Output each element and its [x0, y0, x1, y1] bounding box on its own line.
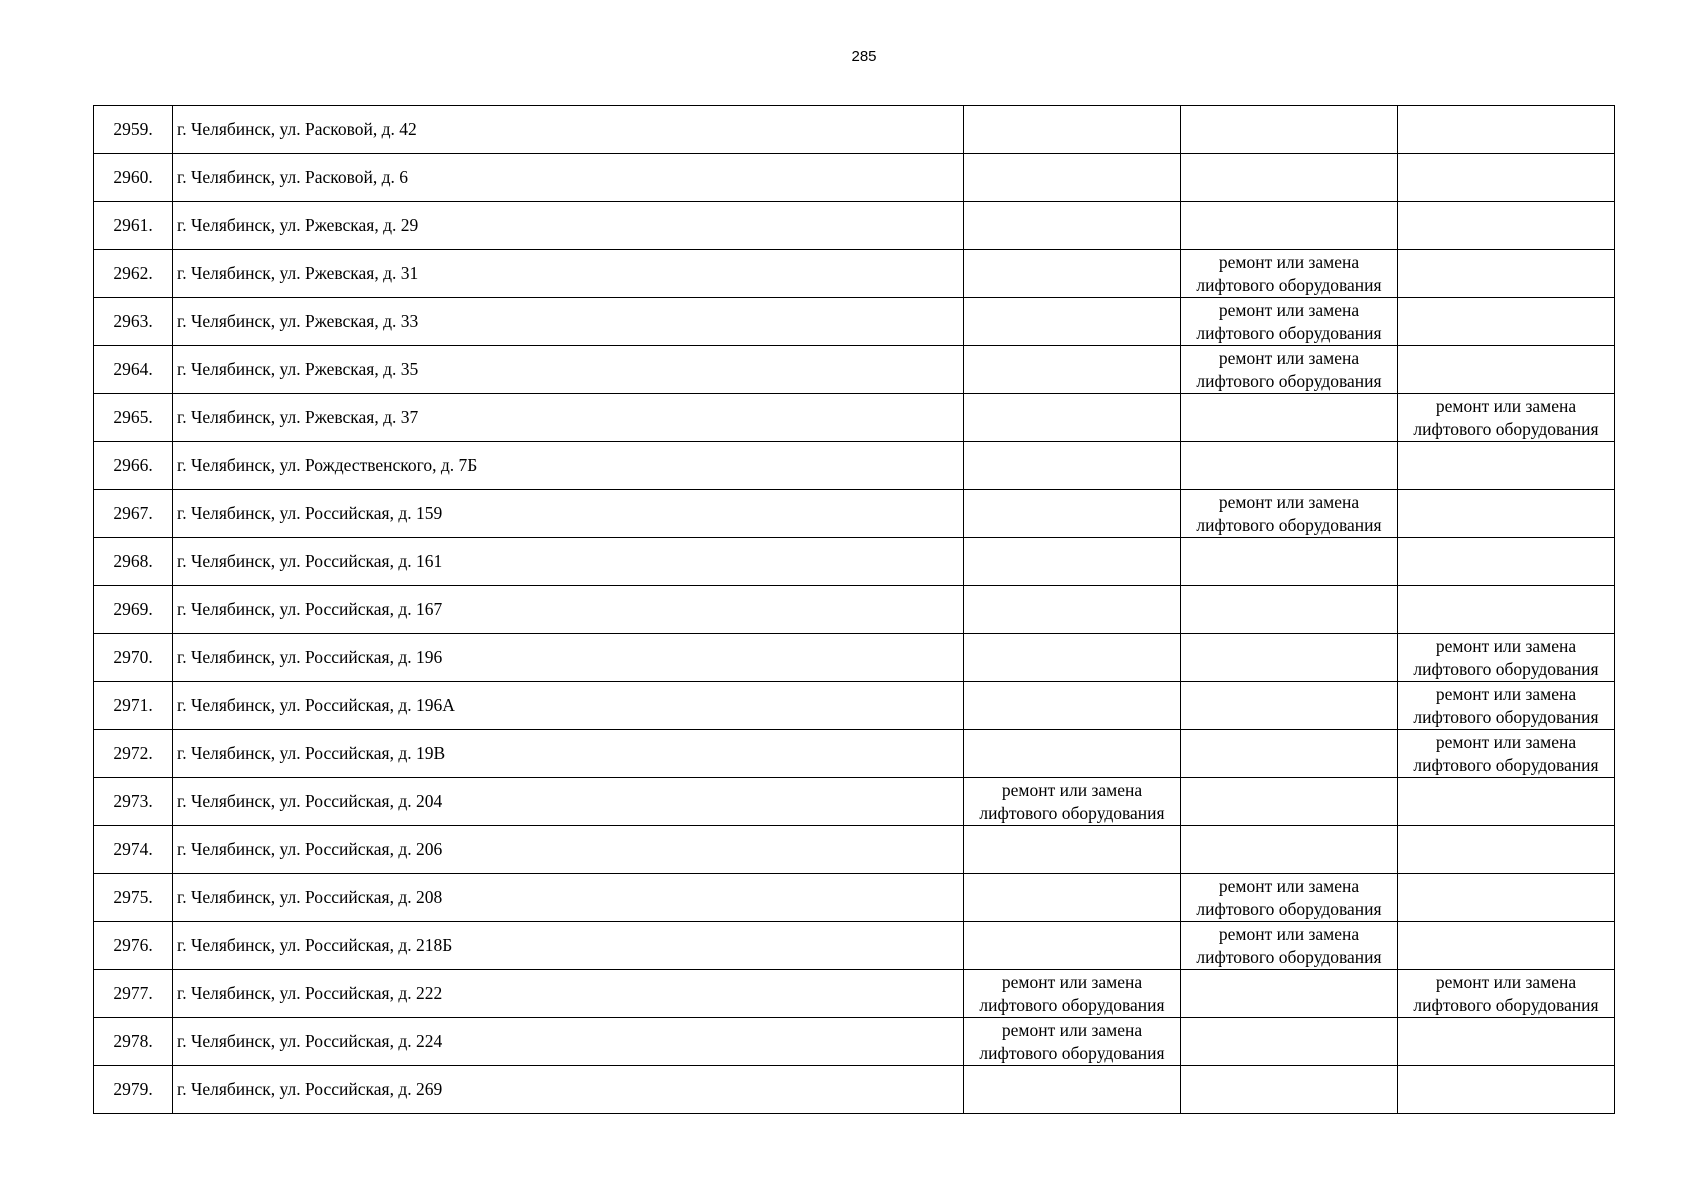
- work-cell-column-1: [964, 490, 1181, 538]
- row-number-cell: 2966.: [94, 442, 173, 490]
- table-row: [94, 1066, 1615, 1114]
- work-cell-column-3: ремонт или замена лифтового оборудования: [1398, 634, 1615, 682]
- row-number-cell: 2974.: [94, 826, 173, 874]
- table-row: [94, 682, 1615, 730]
- table-row: [94, 298, 1615, 346]
- work-cell-column-1: [964, 442, 1181, 490]
- work-cell-column-2: [1181, 778, 1398, 826]
- work-cell-column-3: [1398, 1018, 1615, 1066]
- work-cell-column-2: [1181, 682, 1398, 730]
- table-row: [94, 730, 1615, 778]
- work-cell-column-2: [1181, 154, 1398, 202]
- work-cell-column-2: [1181, 634, 1398, 682]
- address-cell: г. Челябинск, ул. Российская, д. 206: [173, 826, 964, 874]
- address-cell: г. Челябинск, ул. Ржевская, д. 29: [173, 202, 964, 250]
- address-cell: г. Челябинск, ул. Российская, д. 161: [173, 538, 964, 586]
- work-cell-column-1: [964, 154, 1181, 202]
- row-number-cell: 2962.: [94, 250, 173, 298]
- row-number-cell: 2977.: [94, 970, 173, 1018]
- table-row: [94, 826, 1615, 874]
- row-number-cell: 2963.: [94, 298, 173, 346]
- table-row: [94, 874, 1615, 922]
- table-row: [94, 154, 1615, 202]
- work-cell-column-3: [1398, 826, 1615, 874]
- work-cell-column-1: [964, 826, 1181, 874]
- row-number-cell: 2964.: [94, 346, 173, 394]
- row-number-cell: 2965.: [94, 394, 173, 442]
- work-cell-column-2: [1181, 106, 1398, 154]
- row-number-cell: 2969.: [94, 586, 173, 634]
- table-row: [94, 106, 1615, 154]
- table-row: [94, 442, 1615, 490]
- table-row: [94, 1018, 1615, 1066]
- work-cell-column-3: ремонт или замена лифтового оборудования: [1398, 970, 1615, 1018]
- work-cell-column-3: [1398, 586, 1615, 634]
- work-cell-column-2: [1181, 538, 1398, 586]
- work-cell-column-2: [1181, 202, 1398, 250]
- address-cell: г. Челябинск, ул. Ржевская, д. 33: [173, 298, 964, 346]
- work-cell-column-2: [1181, 970, 1398, 1018]
- address-cell: г. Челябинск, ул. Российская, д. 159: [173, 490, 964, 538]
- address-cell: г. Челябинск, ул. Рождественского, д. 7Б: [173, 442, 964, 490]
- table-body: [94, 106, 1615, 1114]
- row-number-cell: 2970.: [94, 634, 173, 682]
- address-cell: г. Челябинск, ул. Российская, д. 269: [173, 1066, 964, 1114]
- row-number-cell: 2976.: [94, 922, 173, 970]
- work-cell-column-3: [1398, 106, 1615, 154]
- work-cell-column-2: [1181, 730, 1398, 778]
- work-cell-column-1: [964, 922, 1181, 970]
- work-cell-column-2: ремонт или замена лифтового оборудования: [1181, 298, 1398, 346]
- table-row: [94, 538, 1615, 586]
- work-cell-column-3: [1398, 442, 1615, 490]
- work-cell-column-3: [1398, 298, 1615, 346]
- work-cell-column-3: ремонт или замена лифтового оборудования: [1398, 394, 1615, 442]
- work-cell-column-2: [1181, 394, 1398, 442]
- address-cell: г. Челябинск, ул. Расковой, д. 6: [173, 154, 964, 202]
- work-cell-column-3: [1398, 250, 1615, 298]
- table-row: [94, 346, 1615, 394]
- work-cell-column-2: ремонт или замена лифтового оборудования: [1181, 922, 1398, 970]
- work-cell-column-1: [964, 1066, 1181, 1114]
- work-cell-column-1: [964, 394, 1181, 442]
- work-cell-column-3: [1398, 874, 1615, 922]
- address-cell: г. Челябинск, ул. Российская, д. 19В: [173, 730, 964, 778]
- table-row: [94, 202, 1615, 250]
- row-number-cell: 2961.: [94, 202, 173, 250]
- address-cell: г. Челябинск, ул. Ржевская, д. 31: [173, 250, 964, 298]
- address-cell: г. Челябинск, ул. Ржевская, д. 37: [173, 394, 964, 442]
- address-cell: г. Челябинск, ул. Российская, д. 224: [173, 1018, 964, 1066]
- row-number-cell: 2973.: [94, 778, 173, 826]
- address-cell: г. Челябинск, ул. Российская, д. 167: [173, 586, 964, 634]
- work-cell-column-1: [964, 634, 1181, 682]
- work-cell-column-2: ремонт или замена лифтового оборудования: [1181, 874, 1398, 922]
- work-cell-column-2: [1181, 826, 1398, 874]
- work-cell-column-3: ремонт или замена лифтового оборудования: [1398, 730, 1615, 778]
- work-cell-column-1: ремонт или замена лифтового оборудования: [964, 970, 1181, 1018]
- address-cell: г. Челябинск, ул. Российская, д. 218Б: [173, 922, 964, 970]
- work-cell-column-3: [1398, 538, 1615, 586]
- work-cell-column-2: ремонт или замена лифтового оборудования: [1181, 490, 1398, 538]
- table-row: [94, 634, 1615, 682]
- work-cell-column-3: [1398, 154, 1615, 202]
- work-cell-column-3: [1398, 490, 1615, 538]
- work-cell-column-3: [1398, 778, 1615, 826]
- table-row: [94, 490, 1615, 538]
- address-cell: г. Челябинск, ул. Российская, д. 196: [173, 634, 964, 682]
- work-cell-column-3: [1398, 922, 1615, 970]
- row-number-cell: 2971.: [94, 682, 173, 730]
- work-cell-column-3: [1398, 1066, 1615, 1114]
- work-cell-column-2: [1181, 442, 1398, 490]
- table-row: [94, 394, 1615, 442]
- work-cell-column-2: ремонт или замена лифтового оборудования: [1181, 346, 1398, 394]
- row-number-cell: 2968.: [94, 538, 173, 586]
- row-number-cell: 2959.: [94, 106, 173, 154]
- row-number-cell: 2978.: [94, 1018, 173, 1066]
- row-number-cell: 2972.: [94, 730, 173, 778]
- work-cell-column-1: [964, 346, 1181, 394]
- row-number-cell: 2979.: [94, 1066, 173, 1114]
- row-number-cell: 2960.: [94, 154, 173, 202]
- address-cell: г. Челябинск, ул. Российская, д. 196А: [173, 682, 964, 730]
- work-cell-column-1: [964, 538, 1181, 586]
- address-cell: г. Челябинск, ул. Российская, д. 204: [173, 778, 964, 826]
- work-cell-column-1: [964, 202, 1181, 250]
- table-row: [94, 922, 1615, 970]
- table-row: [94, 250, 1615, 298]
- work-cell-column-1: [964, 106, 1181, 154]
- work-cell-column-1: ремонт или замена лифтового оборудования: [964, 1018, 1181, 1066]
- work-cell-column-3: ремонт или замена лифтового оборудования: [1398, 682, 1615, 730]
- work-cell-column-3: [1398, 346, 1615, 394]
- work-cell-column-2: ремонт или замена лифтового оборудования: [1181, 250, 1398, 298]
- work-cell-column-2: [1181, 1018, 1398, 1066]
- table-row: [94, 586, 1615, 634]
- work-cell-column-3: [1398, 202, 1615, 250]
- work-cell-column-1: [964, 586, 1181, 634]
- address-cell: г. Челябинск, ул. Российская, д. 208: [173, 874, 964, 922]
- work-cell-column-2: [1181, 1066, 1398, 1114]
- work-cell-column-2: [1181, 586, 1398, 634]
- work-cell-column-1: [964, 682, 1181, 730]
- address-cell: г. Челябинск, ул. Ржевская, д. 35: [173, 346, 964, 394]
- work-cell-column-1: [964, 874, 1181, 922]
- table-row: [94, 778, 1615, 826]
- row-number-cell: 2967.: [94, 490, 173, 538]
- work-cell-column-1: ремонт или замена лифтового оборудования: [964, 778, 1181, 826]
- address-register-table: [93, 105, 1615, 1114]
- work-cell-column-1: [964, 730, 1181, 778]
- row-number-cell: 2975.: [94, 874, 173, 922]
- work-cell-column-1: [964, 250, 1181, 298]
- address-cell: г. Челябинск, ул. Расковой, д. 42: [173, 106, 964, 154]
- work-cell-column-1: [964, 298, 1181, 346]
- table-row: [94, 970, 1615, 1018]
- address-cell: г. Челябинск, ул. Российская, д. 222: [173, 970, 964, 1018]
- page-number: 285: [851, 48, 877, 65]
